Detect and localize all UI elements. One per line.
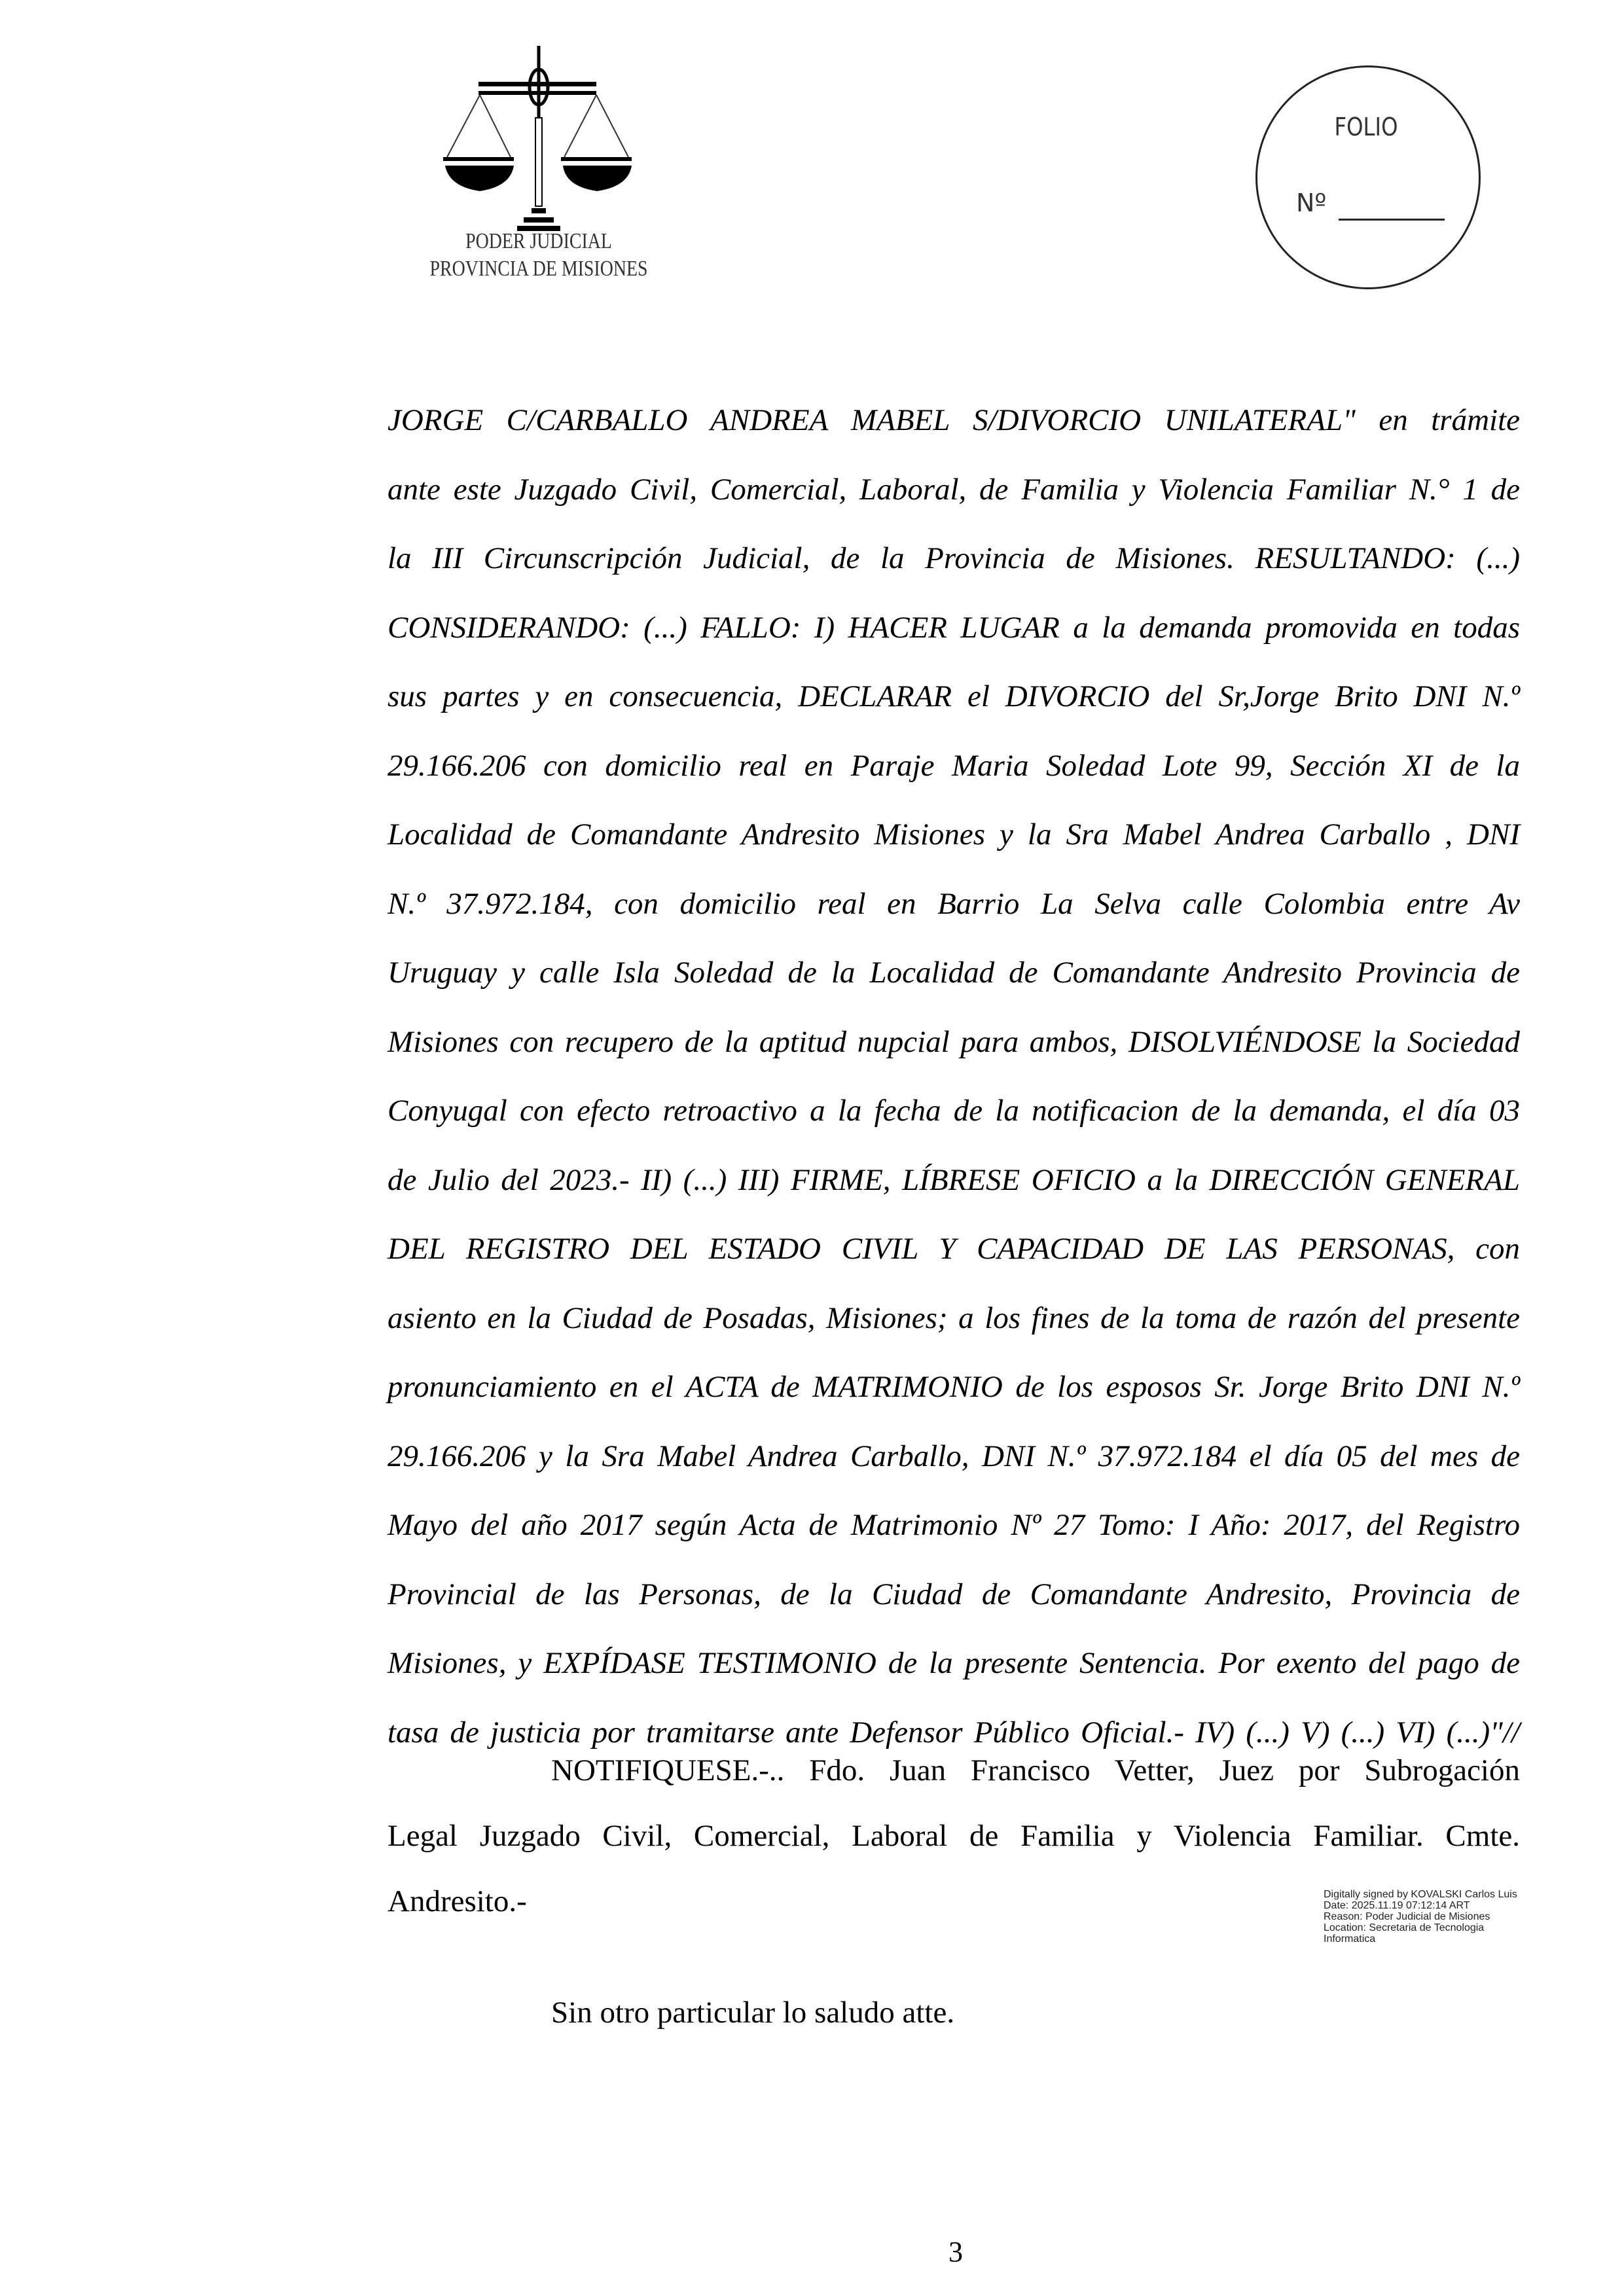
signature-signer: Digitally signed by KOVALSKI Carlos Luis: [1324, 1889, 1517, 1900]
digital-signature-block: [1324, 1889, 1517, 1945]
text-line: Misiones con recupero de la aptitud nupcial para ambos, DISOLVIÉNDOSE la Sociedad: [388, 1024, 1520, 1059]
text-line: asiento en la Ciudad de Posadas, Misiones; a los fines de la toma de razón del presente: [388, 1300, 1520, 1335]
text-line: NOTIFIQUESE.-.. Fdo. Juan Francisco Vetter, Juez por Subrogación: [551, 1753, 1520, 1787]
closing-line: Sin otro particular lo saludo atte.: [551, 1996, 955, 2030]
text-line: sus partes y en consecuencia, DECLARAR el DIVORCIO del Sr,Jorge Brito DNI N.º: [388, 679, 1520, 713]
sentence-transcript: [388, 386, 1520, 1767]
text-line: 29.166.206 y la Sra Mabel Andrea Carballo, DNI N.º 37.972.184 el día 05 del mes de: [388, 1439, 1520, 1473]
text-line: tasa de justicia por tramitarse ante Defensor Público Oficial.- IV) (...) V) (...) VI) (...)"//: [388, 1715, 1520, 1749]
text-line: JORGE C/CARBALLO ANDREA MABEL S/DIVORCIO UNILATERAL" en trámite: [388, 403, 1520, 437]
folio-label: FOLIO: [1334, 113, 1398, 141]
text-line: Misiones, y EXPÍDASE TESTIMONIO de la presente Sentencia. Por exento del pago de: [388, 1646, 1520, 1680]
text-line: Conyugal con efecto retroactivo a la fecha de la notificacion de la demanda, el día 03: [388, 1094, 1520, 1128]
signature-date: Date: 2025.11.19 07:12:14 ART: [1324, 1900, 1470, 1911]
text-line: Uruguay y calle Isla Soledad de la Localidad de Comandante Andresito Provincia de: [388, 956, 1520, 990]
signature-reason: Reason: Poder Judicial de Misiones: [1324, 1911, 1490, 1922]
text-line: Mayo del año 2017 según Acta de Matrimonio Nº 27 Tomo: I Año: 2017, del Registro: [388, 1508, 1520, 1542]
text-line: DEL REGISTRO DEL ESTADO CIVIL Y CAPACIDAD DE LAS PERSONAS, con: [388, 1232, 1520, 1266]
text-line: Andresito.-: [388, 1884, 527, 1918]
text-line: Localidad de Comandante Andresito Misiones y la Sra Mabel Andrea Carballo , DNI: [388, 817, 1520, 852]
folio-number-blank: [1339, 219, 1445, 221]
logo-text-provincia: PROVINCIA DE MISIONES: [429, 257, 648, 281]
text-line: pronunciamiento en el ACTA de MATRIMONIO de los esposos Sr. Jorge Brito DNI N.º: [388, 1370, 1520, 1404]
signature-location: Location: Secretaria de Tecnologia: [1324, 1922, 1485, 1933]
signature-location-cont: Informatica: [1324, 1933, 1376, 1945]
text-line: Legal Juzgado Civil, Comercial, Laboral de Familia y Violencia Familiar. Cmte.: [388, 1819, 1520, 1853]
folio-number-label: Nº: [1296, 188, 1327, 217]
text-line: la III Circunscripción Judicial, de la Provincia de Misiones. RESULTANDO: (...): [388, 541, 1520, 575]
logo-text-poder-judicial: PODER JUDICIAL: [465, 229, 612, 253]
text-line: ante este Juzgado Civil, Comercial, Laboral, de Familia y Violencia Familiar N.° 1 de: [388, 472, 1520, 507]
folio-stamp: [1255, 65, 1481, 289]
text-line: 29.166.206 con domicilio real en Paraje Maria Soledad Lote 99, Sección XI de la: [388, 748, 1520, 783]
page-number: 3: [948, 2236, 963, 2268]
text-line: CONSIDERANDO: (...) FALLO: I) HACER LUGAR a la demanda promovida en todas: [388, 610, 1520, 645]
text-line: de Julio del 2023.- II) (...) III) FIRME, LÍBRESE OFICIO a la DIRECCIÓN GENERAL: [388, 1162, 1520, 1197]
text-line: N.º 37.972.184, con domicilio real en Barrio La Selva calle Colombia entre Av: [388, 886, 1520, 921]
scales-of-justice-logo: [393, 33, 694, 295]
text-line: Provincial de las Personas, de la Ciudad de Comandante Andresito, Provincia de: [388, 1577, 1520, 1611]
